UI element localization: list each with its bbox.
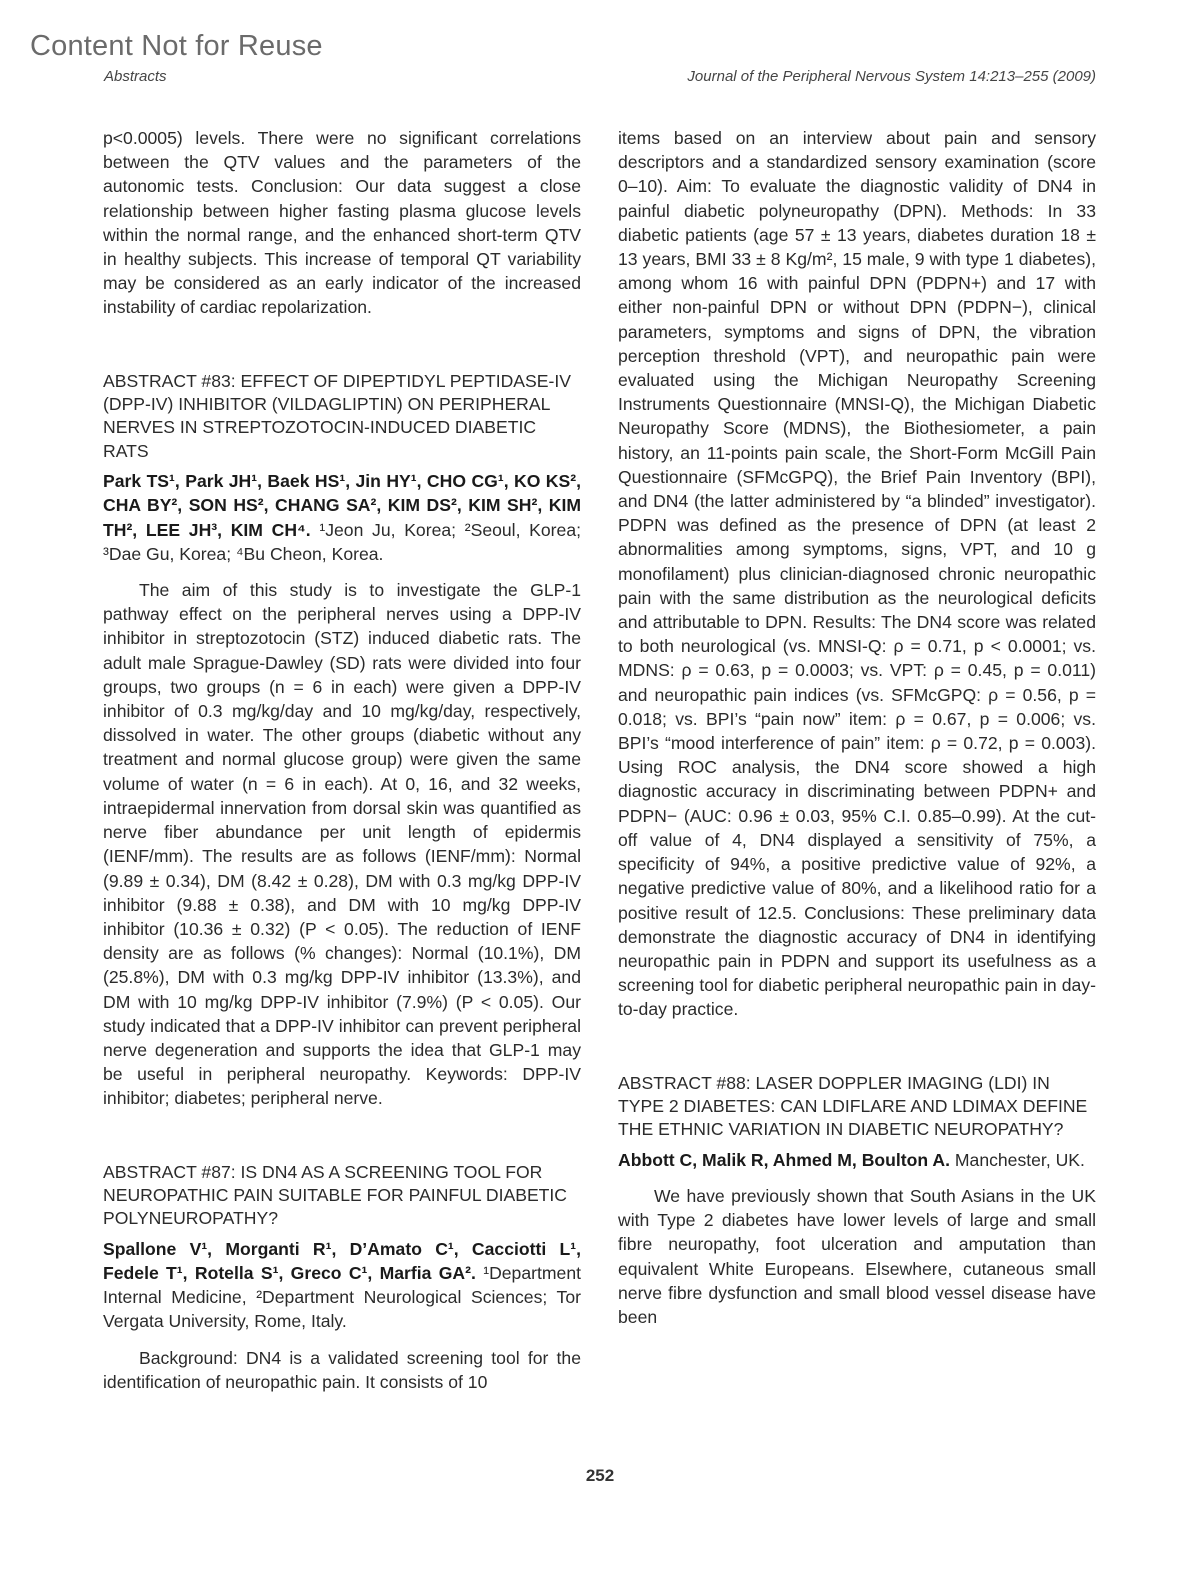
abstract-88-authors-block: [618, 1148, 1096, 1172]
abstract-88: [618, 1072, 1096, 1330]
abstract-83-authors: Park TS¹, Park JH¹, Baek HS¹, Jin HY¹, CHO CG¹, KO KS², CHA BY², SON HS², CHANG SA², KIM DS², KIM SH², KIM TH², LEE JH³, KIM CH⁴.: [103, 471, 581, 540]
abstract-87-body-continued: items based on an interview about pain and sensory descriptors and a standardized sensory examination (score 0–10). Aim: To evaluate the diagnostic validity of DN4 in painful diabetic polyneuropathy (DPN). Methods: In 33 diabetic patients (age 57 ± 13 years, diabetes duration 18 ± 13 years, BMI 33 ± 8 Kg/m², 15 male, 9 with type 1 diabetes), among whom 16 with painful DPN (PDPN+) and 17 with either non-painful DPN or without DPN (PDPN−), clinical parameters, symptoms and signs of DPN, the vibration perception threshold (VPT), and neuropathic pain were evaluated using the Michigan Neuropathy Screening Instruments Questionnaire (MNSI-Q), the Michigan Diabetic Neuropathy Score (MDNS), the Biothesiometer, a pain history, an 11-points pain scale, the Short-Form McGill Pain Questionnaire (SFMcGPQ), the Brief Pain Inventory (BPI), and DN4 (the latter administered by “a blinded” investigator). PDPN was defined as the presence of DPN (at least 2 abnormalities among symptoms, signs, VPT, and 10 g monofilament) plus clinician-diagnosed chronic neuropathic pain with the same distribution as the neurological deficits and attributable to DPN. Results: The DN4 score was related to both neurological (vs. MNSI-Q: ρ = 0.71, p < 0.0001; vs. MDNS: ρ = 0.63, p = 0.0003; vs. VPT: ρ = 0.45, p = 0.011) and neuropathic pain indices (vs. SFMcGPQ: ρ = 0.56, p = 0.018; vs. BPI’s “pain now” item: ρ = 0.67, p = 0.006; vs. BPI’s “mood interference of pain” item: ρ = 0.72, p = 0.003). Using ROC analysis, the DN4 score showed a high diagnostic accuracy in discriminating between PDPN+ and PDPN− (AUC: 0.96 ± 0.03, 95% C.I. 0.85–0.99). At the cut-off value of 4, DN4 displayed a sensitivity of 75%, a specificity of 94%, a positive predictive value of 92%, a negative predictive value of 80%, and a likelihood ratio for a positive result of 12.5. Conclusions: These preliminary data demonstrate the diagnostic accuracy of DN4 in identifying neuropathic pain in PDPN and support its usefulness as a screening tool for diabetic peripheral neuropathic pain in day-to-day practice.: [618, 128, 1096, 1020]
abstract-83-authors-block: [103, 469, 581, 566]
abstract-87-authors-block: [103, 1237, 581, 1334]
left-column: [103, 126, 581, 1394]
watermark: Content Not for Reuse: [30, 30, 323, 62]
abstract-87-affiliations: ¹Department Internal Medicine, ²Department Neurological Sciences; Tor Vergata University, Rome, Italy.: [103, 1262, 581, 1332]
abstract-83-affiliations: ¹Jeon Ju, Korea; ²Seoul, Korea; ³Dae Gu, Korea; ⁴Bu Cheon, Korea.: [103, 519, 581, 564]
running-header-journal: Journal of the Peripheral Nervous System 14:213–255 (2009): [687, 68, 1096, 85]
abstract-83: [103, 370, 581, 1111]
page-number: 252: [585, 1466, 615, 1485]
abstract-88-affiliations: Manchester, UK.: [949, 1149, 1085, 1170]
abstract-87-body-start: Background: DN4 is a validated screening tool for the identification of neuropathic pain. It consists of 10: [103, 1347, 581, 1392]
abstract-88-body-start: We have previously shown that South Asians in the UK with Type 2 diabetes have lower levels of large and small fibre neuropathy, foot ulceration and amputation than equivalent White Europeans. Elsewhere, cutaneous small nerve fibre dysfunction and small blood vessel disease have been: [618, 1185, 1096, 1327]
right-column: [618, 126, 1096, 1329]
abstract-87-authors: Spallone V¹, Morganti R¹, D’Amato C¹, Cacciotti L¹, Fedele T¹, Rotella S¹, Greco C¹, Marfia GA².: [103, 1238, 581, 1283]
abstract-88-authors: Abbott C, Malik R, Ahmed M, Boulton A.: [618, 1149, 950, 1170]
abstract-87: [103, 1161, 581, 1394]
abstract-83-title: ABSTRACT #83: EFFECT OF DIPEPTIDYL PEPTIDASE-IV (DPP-IV) INHIBITOR (VILDAGLIPTIN) ON PERIPHERAL NERVES IN STREPTOZOTOCIN-INDUCED DIABETIC RATS: [103, 370, 571, 461]
abstract-83-body: The aim of this study is to investigate the GLP-1 pathway effect on the peripheral nerves using a DPP-IV inhibitor in streptozotocin (STZ) induced diabetic rats. The adult male Sprague-Dawley (SD) rats were divided into four groups, two groups (n = 6 in each) were given a DPP-IV inhibitor of 0.3 mg/kg/day and 10 mg/kg/day, respectively, dissolved in water. The other groups (diabetic without any treatment and normal glucose group) were given the same volume of water (n = 6 in each). At 0, 16, and 32 weeks, intraepidermal innervation from dorsal skin was quantified as nerve fiber abundance per unit length of epidermis (IENF/mm). The results are as follows (IENF/mm): Normal (9.89 ± 0.34), DM (8.42 ± 0.28), DM with 0.3 mg/kg DPP-IV inhibitor (9.88 ± 0.38), and DM with 10 mg/kg DPP-IV inhibitor (10.36 ± 0.32) (P < 0.05). The reduction of IENF density are as follows (% changes): Normal (10.1%), DM (25.8%), DM with 0.3 mg/kg DPP-IV inhibitor (13.3%), and DM with 10 mg/kg DPP-IV inhibitor (7.9%) (P < 0.05). Our study indicated that a DPP-IV inhibitor can prevent peripheral nerve degeneration and supports the idea that GLP-1 may be useful in peripheral neuropathy. Keywords: DPP-IV inhibitor; diabetes; peripheral nerve.: [103, 580, 581, 1109]
running-header-section: Abstracts: [104, 68, 167, 85]
abstract-88-title: ABSTRACT #88: LASER DOPPLER IMAGING (LDI) IN TYPE 2 DIABETES: CAN LDIFLARE AND LDIMAX DEFINE THE ETHNIC VARIATION IN DIABETIC NEUROPATHY?: [618, 1072, 1088, 1140]
abstract-87-title: ABSTRACT #87: IS DN4 AS A SCREENING TOOL FOR NEUROPATHIC PAIN SUITABLE FOR PAINFUL DIABETIC POLYNEUROPATHY?: [103, 1161, 568, 1229]
continuation-text: p<0.0005) levels. There were no significant correlations between the QTV values and the parameters of the autonomic tests. Conclusion: Our data suggest a close relationship between higher fasting plasma glucose levels within the normal range, and the enhanced short-term QTV in healthy subjects. This increase of temporal QT variability may be considered as an early indicator of the increased instability of cardiac repolarization.: [103, 128, 581, 318]
